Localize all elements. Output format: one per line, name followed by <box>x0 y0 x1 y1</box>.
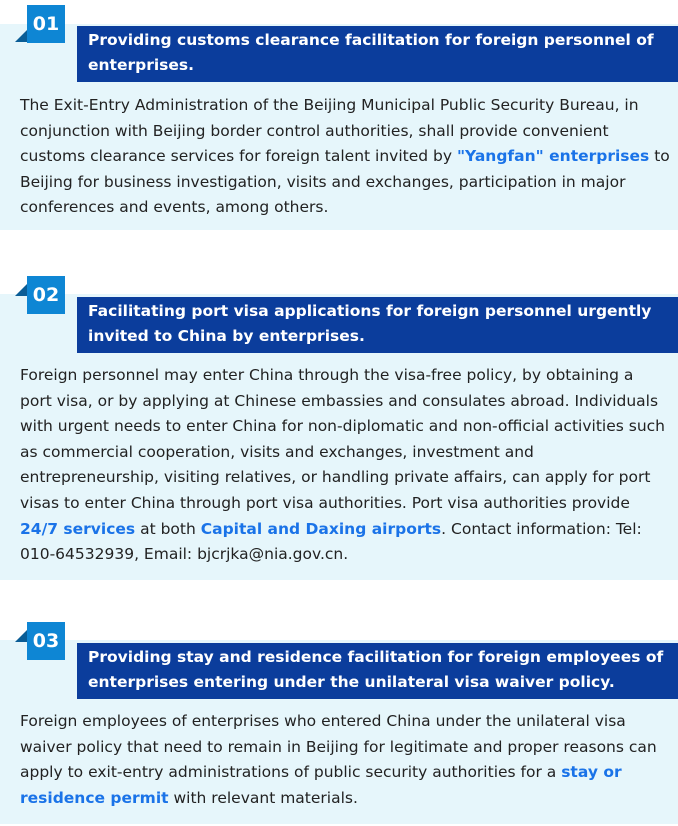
section-number: 02 <box>27 276 65 314</box>
highlight-yangfan-enterprises: "Yangfan" enterprises <box>456 147 650 166</box>
section-body <box>20 709 670 811</box>
body-text: Foreign employees of enterprises who entered China under the unilateral visa waiver policy that need to remain in Beijing for legitimate and proper reasons can apply to exit-entry administrations of public security authorities for a <box>20 712 657 782</box>
section-title: Providing customs clearance facilitation for foreign personnel of enterprises. <box>77 26 678 82</box>
section-number: 01 <box>27 5 65 43</box>
section-title: Facilitating port visa applications for foreign personnel urgently invited to China by enterprises. <box>77 297 678 353</box>
body-text: at both <box>135 519 201 538</box>
highlight-stay-residence-permit: stay or residence permit <box>20 763 622 807</box>
body-text: Foreign personnel may enter China through the visa-free policy, by obtaining a port visa, or by applying at Chinese embassies and consulates abroad. Individuals with urgent needs to enter China for non-diplomatic and non-official activities such as commercial cooperation, visits and exchanges, investment and entrepreneurship, visiting relatives, or handling private affairs, can apply for port visas to enter China through port visa authorities. Port visa authorities provide <box>20 366 665 512</box>
body-text: . Contact information: Tel: 010-64532939, Email: bjcrjka@nia.gov.cn. <box>20 519 642 564</box>
body-text: with relevant materials. <box>168 788 358 807</box>
body-text: to Beijing for business investigation, visits and exchanges, participation in major conferences and events, among others. <box>20 147 670 217</box>
highlight-airports: Capital and Daxing airports <box>200 519 442 538</box>
section-title: Providing stay and residence facilitation for foreign employees of enterprises entering under the unilateral visa waiver policy. <box>77 643 678 699</box>
section-number: 03 <box>27 622 65 660</box>
highlight-24-7-services: 24/7 services <box>20 519 136 538</box>
body-text: The Exit-Entry Administration of the Beijing Municipal Public Security Bureau, in conjunction with Beijing border control authorities, shall provide convenient customs clearance services for foreign talent invited by <box>20 96 639 166</box>
